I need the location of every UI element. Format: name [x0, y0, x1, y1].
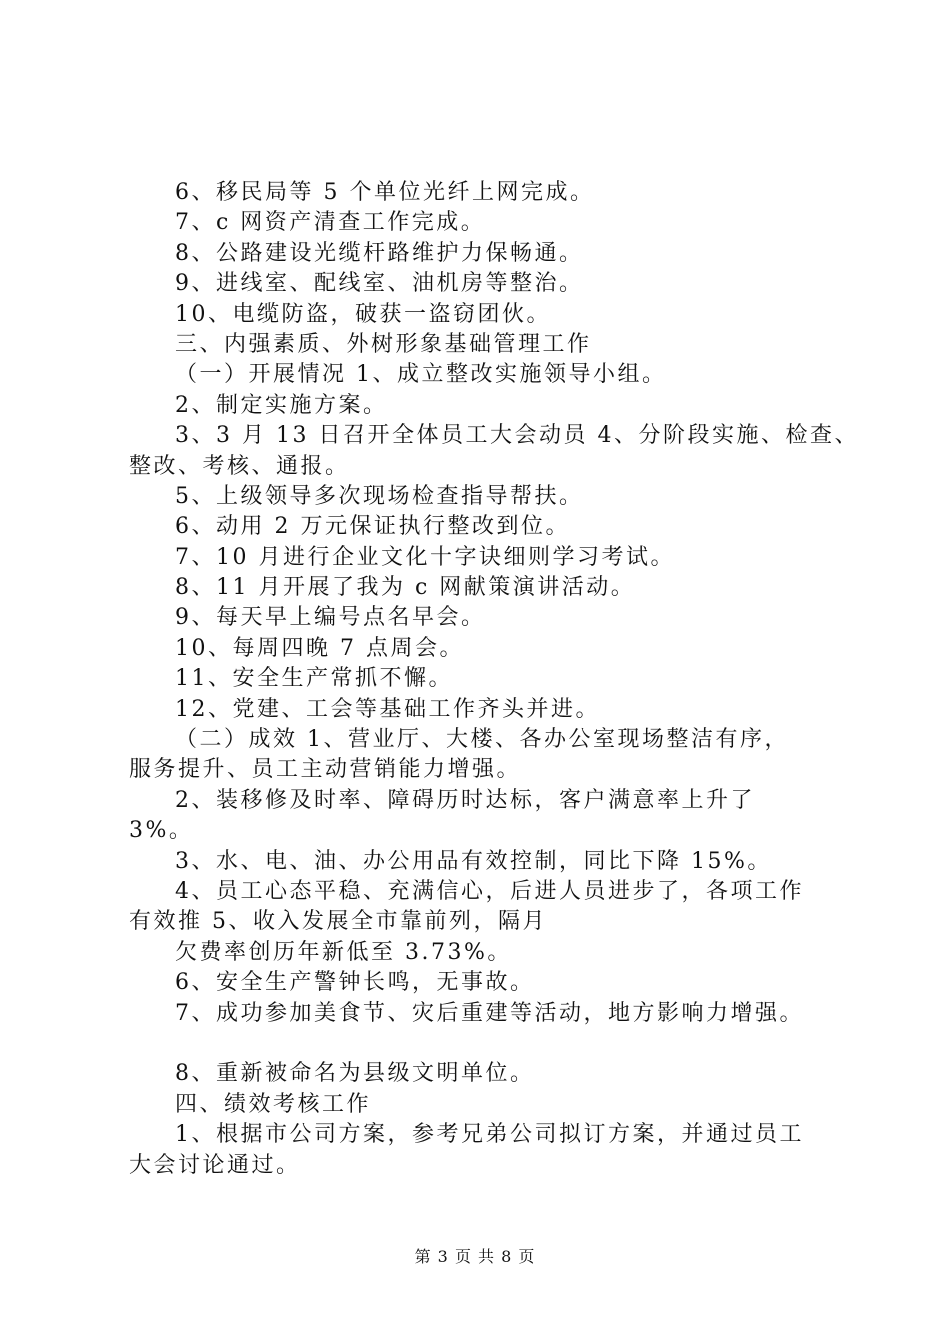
text-line: 8、重新被命名为县级文明单位。 [175, 1061, 535, 1087]
text-line: 服务提升、员工主动营销能力增强。 [129, 757, 522, 783]
text-line: 9、每天早上编号点名早会。 [175, 605, 486, 631]
text-line: 9、进线室、配线室、油机房等整治。 [175, 271, 584, 297]
text-line: 12、党建、工会等基础工作齐头并进。 [175, 696, 600, 722]
text-line: 欠费率创历年新低至 3.73%。 [175, 939, 512, 965]
text-line: 10、每周四晚 7 点周会。 [175, 635, 464, 661]
text-line: 4、员工心态平稳、充满信心，后进人员进步了，各项工作 [175, 878, 804, 904]
text-line: 3、3 月 13 日召开全体员工大会动员 4、分阶段实施、检查、 [175, 423, 859, 449]
page-footer: 第 3 页 共 8 页 [414, 1247, 536, 1266]
document-body [129, 178, 859, 1181]
text-line: 整改、考核、通报。 [129, 453, 350, 479]
text-line: 5、上级领导多次现场检查指导帮扶。 [175, 483, 584, 509]
text-line: 6、移民局等 5 个单位光纤上网完成。 [175, 180, 595, 205]
text-line: 8、11 月开展了我为 c 网献策演讲活动。 [175, 575, 636, 601]
text-line: 7、10 月进行企业文化十字诀细则学习考试。 [175, 544, 675, 570]
text-line: 2、制定实施方案。 [175, 392, 388, 418]
text-line: 8、公路建设光缆杆路维护力保畅通。 [175, 240, 584, 266]
text-line: 10、电缆防盗，破获一盗窃团伙。 [175, 301, 551, 327]
text-line: 三、内强素质、外树形象基础管理工作 [175, 331, 592, 357]
text-line: 大会讨论通过。 [129, 1152, 301, 1178]
text-line: 四、绩效考核工作 [175, 1091, 372, 1117]
text-line: 6、安全生产警钟长鸣，无事故。 [175, 970, 535, 996]
blank-line [129, 1029, 829, 1059]
text-line: （二）成效 1、营业厅、大楼、各办公室现场整洁有序， [175, 727, 789, 753]
text-line: （一）开展情况 1、成立整改实施领导小组。 [175, 362, 667, 388]
text-line: 3%。 [129, 818, 194, 844]
text-line: 11、安全生产常抓不懈。 [175, 666, 453, 692]
text-line: 7、成功参加美食节、灾后重建等活动，地方影响力增强。 [175, 1000, 804, 1026]
text-line: 1、根据市公司方案，参考兄弟公司拟订方案，并通过员工 [175, 1122, 804, 1148]
text-line: 6、动用 2 万元保证执行整改到位。 [175, 514, 570, 540]
text-line: 有效推 5、收入发展全市靠前列，隔月 [129, 909, 547, 935]
text-line: 3、水、电、油、办公用品有效控制，同比下降 15%。 [175, 848, 772, 874]
text-line: 2、装移修及时率、障碍历时达标，客户满意率上升了 [175, 787, 755, 813]
text-line: 7、c 网资产清查工作完成。 [175, 210, 486, 236]
